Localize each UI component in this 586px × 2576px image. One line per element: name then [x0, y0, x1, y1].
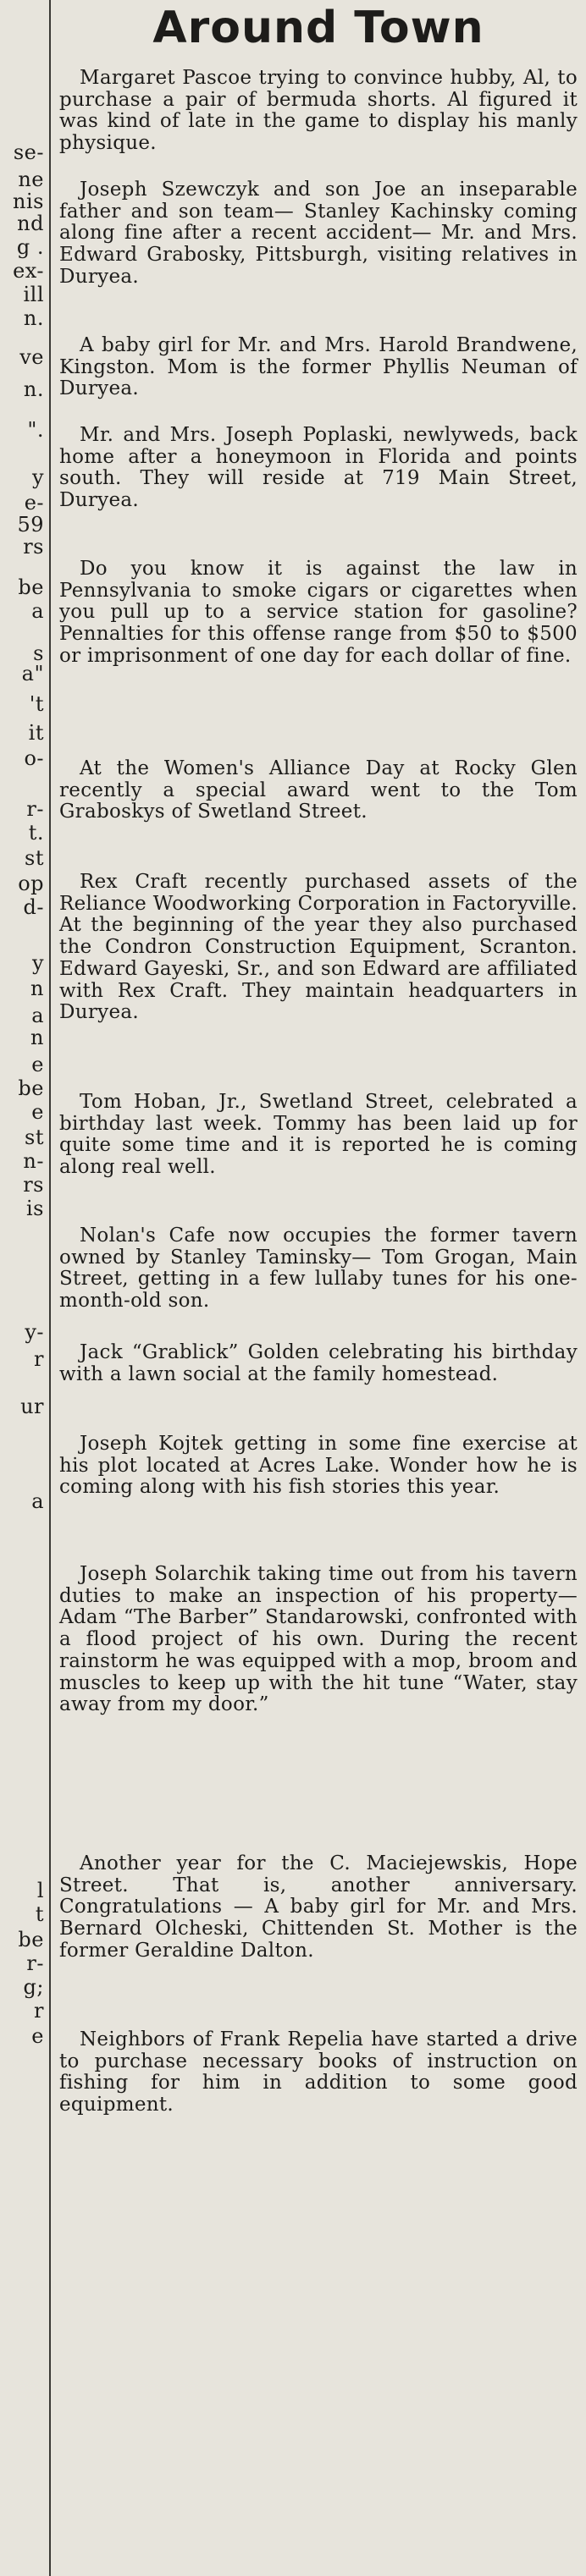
gutter-fragment: g; [23, 1975, 44, 1999]
article-paragraph: Rex Craft recently purchased assets of the Reliance Woodworking Corporation in Factoryville. At the beginning of the year they also purchased the Condron Construction Equipment, Scranton. Edward Gayeski, Sr., and son Edward are affiliated with Rex Craft. They maintain headquarters in Duryea. [59, 871, 578, 1024]
gutter-fragment: se- [13, 140, 44, 164]
gutter-fragment: r [34, 1999, 44, 2023]
gutter-fragment: y- [25, 1320, 44, 1344]
gutter-fragment: nd [17, 212, 44, 235]
gutter-fragment: n [30, 1026, 44, 1049]
gutter-fragment: g . [16, 235, 44, 259]
gutter-fragment: be [18, 1928, 44, 1951]
article-paragraph: Joseph Szewczyk and son Joe an inseparable father and son team— Stanley Kachinsky coming along fine after a recent accident— Mr. and Mrs. Edward Grabosky, Pittsburgh, visiting relatives in Duryea. [59, 179, 578, 288]
gutter-fragment: n- [23, 1149, 44, 1173]
gutter-fragment: 59 [17, 513, 44, 537]
gutter-fragment: ur [20, 1395, 44, 1418]
gutter-fragment: r- [26, 797, 44, 821]
gutter-fragment: r- [26, 1951, 44, 1975]
article-paragraph: Jack “Grablick” Golden celebrating his birthday with a lawn social at the family homestead. [59, 1341, 578, 1385]
column-rule [49, 0, 51, 2576]
gutter-fragment: e [31, 2024, 44, 2048]
gutter-fragment: y [31, 465, 44, 489]
article-paragraph: Joseph Solarchik taking time out from his tavern duties to make an inspection of his property— Adam “The Barber” Standarowski, confronted with a flood project of his own. During the recent rainstorm he was equipped with a mop, broom and muscles to keep up with the hit tune “Water, stay away from my door.” [59, 1563, 578, 1716]
article-paragraph: Do you know it is against the law in Pennsylvania to smoke cigars or cigarettes when you pull up to a service station for gasoline? Pennalties for this offense range from $50 to $500 or imprisonment of one day for each dollar of fine. [59, 558, 578, 667]
gutter-fragment: t [35, 1902, 44, 1926]
gutter-fragment: y [31, 951, 44, 975]
gutter-fragment: a [31, 599, 44, 623]
gutter-fragment: n. [23, 377, 44, 401]
gutter-fragment: rs [23, 535, 44, 559]
gutter-fragment: r [34, 1347, 44, 1371]
gutter-fragment: e [31, 1100, 44, 1124]
gutter-fragment: n [30, 977, 44, 1000]
article-paragraph: Nolan's Cafe now occupies the former tavern owned by Stanley Taminsky— Tom Grogan, Main Street, getting in a few lullaby tunes for his one-month-old son. [59, 1225, 578, 1313]
gutter-fragment: ne [18, 168, 44, 191]
gutter-fragment: rs [23, 1173, 44, 1197]
gutter-fragment: it [28, 721, 44, 745]
adjacent-column-fragments [0, 0, 47, 2576]
article-paragraph: Joseph Kojtek getting in some fine exercise at his plot located at Acres Lake. Wonder how he is coming along with his fish stories this year. [59, 1433, 578, 1499]
gutter-fragment: op [18, 872, 44, 895]
gutter-fragment: o- [24, 746, 44, 770]
gutter-fragment: e- [24, 491, 44, 515]
article-column [59, 0, 578, 2576]
gutter-fragment: t. [28, 821, 44, 845]
gutter-fragment: ". [27, 418, 44, 442]
gutter-fragment: st [25, 846, 44, 870]
gutter-fragment: nis [13, 190, 44, 213]
gutter-fragment: ill [23, 283, 44, 306]
gutter-fragment: be [18, 575, 44, 599]
article-headline: Around Town [152, 3, 484, 53]
article-paragraph: Another year for the C. Maciejewskis, Hope Street. That is, another anniversary. Congratulations — A baby girl for Mr. and Mrs. Bernard Olcheski, Chittenden St. Mother is the former Geraldine Dalton. [59, 1852, 578, 1962]
gutter-fragment: l [36, 1879, 44, 1902]
article-paragraph: A baby girl for Mr. and Mrs. Harold Brandwene, Kingston. Mom is the former Phyllis Neuman of Duryea. [59, 334, 578, 400]
article-paragraph: Margaret Pascoe trying to convince hubby, Al, to purchase a pair of bermuda shorts. Al figured it was kind of late in the game to display his manly physique. [59, 67, 578, 155]
article-paragraph: Tom Hoban, Jr., Swetland Street, celebrated a birthday last week. Tommy has been laid up for quite some time and it is reported he is coming along real well. [59, 1091, 578, 1179]
article-paragraph: Neighbors of Frank Repelia have started a drive to purchase necessary books of instruction on fishing for him in addition to some good equipment. [59, 2028, 578, 2116]
gutter-fragment: ve [19, 345, 44, 369]
gutter-fragment: a [31, 1489, 44, 1513]
article-paragraph: At the Women's Alliance Day at Rocky Glen recently a special award went to the Tom Graboskys of Swetland Street. [59, 757, 578, 823]
gutter-fragment: st [25, 1126, 44, 1149]
gutter-fragment: ex- [13, 259, 44, 283]
gutter-fragment: a" [21, 662, 44, 685]
gutter-fragment: d- [23, 895, 44, 919]
gutter-fragment: 't [29, 692, 44, 716]
gutter-fragment: n. [23, 306, 44, 330]
gutter-fragment: be [18, 1076, 44, 1100]
gutter-fragment: e [31, 1053, 44, 1076]
article-paragraph: Mr. and Mrs. Joseph Poplaski, newlyweds, back home after a honeymoon in Florida and points south. They will reside at 719 Main Street, Duryea. [59, 424, 578, 512]
gutter-fragment: is [26, 1197, 44, 1220]
gutter-fragment: s [33, 641, 44, 665]
gutter-fragment: a [31, 1004, 44, 1027]
